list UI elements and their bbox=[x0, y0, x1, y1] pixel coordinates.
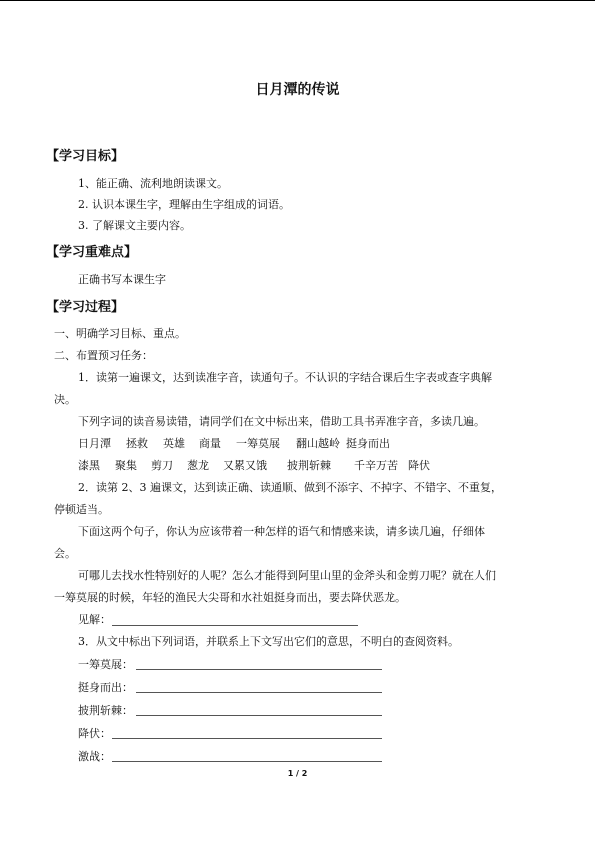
page-top-border bbox=[0, 0, 595, 1]
quote-line-2: 一筹莫展的时候，年轻的渔民大尖哥和水社姐挺身而出，要去降伏恶龙。 bbox=[54, 591, 406, 604]
word: 披荆斩棘 bbox=[287, 459, 331, 472]
task2-line-2: 停顿适当。 bbox=[54, 503, 109, 516]
fill-label: 降伏： bbox=[78, 727, 111, 740]
task2-note-line-2: 会。 bbox=[54, 547, 76, 560]
goal-item-2: 2. 认识本课生字，理解由生字组成的词语。 bbox=[78, 198, 290, 211]
section-heading-key-points: 【学习重难点】 bbox=[46, 245, 138, 260]
word: 又累又饿 bbox=[223, 459, 267, 472]
process-step-2: 二、布置预习任务： bbox=[54, 349, 153, 362]
task2-note-line-1: 下面这两个句子，你认为应该带着一种怎样的语气和情感来读，请多读几遍，仔细体 bbox=[78, 525, 485, 538]
answer-line[interactable] bbox=[136, 692, 382, 693]
task3-line: 3．从文中标出下列词语，并联系上下文写出它们的意思，不明白的查阅资料。 bbox=[78, 635, 459, 648]
opinion-label: 见解： bbox=[78, 613, 111, 626]
fill-label: 一筹莫展： bbox=[78, 658, 133, 671]
word: 翻山越岭 bbox=[296, 437, 340, 450]
word: 漆黑 bbox=[78, 459, 100, 472]
word: 英雄 bbox=[163, 437, 185, 450]
word: 一筹莫展 bbox=[236, 437, 280, 450]
goal-item-3: 3. 了解课文主要内容。 bbox=[78, 219, 191, 232]
word: 葱龙 bbox=[187, 459, 209, 472]
word: 拯救 bbox=[126, 437, 148, 450]
answer-line[interactable] bbox=[136, 669, 382, 670]
word: 挺身而出 bbox=[346, 437, 390, 450]
answer-line[interactable] bbox=[112, 761, 382, 762]
word: 降伏 bbox=[408, 459, 430, 472]
word: 日月潭 bbox=[78, 437, 111, 450]
fill-label: 激战： bbox=[78, 750, 111, 763]
word: 千辛万苦 bbox=[354, 459, 398, 472]
goal-item-1: 1、能正确、流利地朗读课文。 bbox=[78, 177, 228, 190]
task2-line-1: 2．读第 2、3 遍课文，达到读正确、读通顺、做到不添字、不掉字、不错字、不重复， bbox=[78, 481, 502, 494]
word: 剪刀 bbox=[151, 459, 173, 472]
task1-note: 下列字词的读音易读错，请同学们在文中标出来，借助工具书弄准字音，多读几遍。 bbox=[78, 415, 485, 428]
section-heading-goals: 【学习目标】 bbox=[46, 149, 125, 164]
answer-line[interactable] bbox=[112, 738, 382, 739]
page-number: 1 / 2 bbox=[287, 769, 308, 778]
word: 聚集 bbox=[115, 459, 137, 472]
answer-line[interactable] bbox=[136, 715, 382, 716]
key-points-text: 正确书写本课生字 bbox=[78, 273, 166, 286]
quote-line-1: 可哪儿去找水性特别好的人呢？怎么才能得到阿里山里的金斧头和金剪刀呢？就在人们 bbox=[78, 569, 496, 582]
fill-label: 挺身而出： bbox=[78, 681, 133, 694]
process-step-1: 一、明确学习目标、重点。 bbox=[54, 327, 186, 340]
fill-label: 披荆斩棘： bbox=[78, 704, 133, 717]
word: 商量 bbox=[199, 437, 221, 450]
task1-line-1: 1．读第一遍课文，达到读准字音，读通句子。不认识的字结合课后生字表或查字典解 bbox=[78, 371, 492, 384]
section-heading-process: 【学习过程】 bbox=[46, 300, 125, 315]
document-title: 日月潭的传说 bbox=[255, 82, 340, 98]
task1-line-2: 决。 bbox=[54, 393, 76, 406]
opinion-answer-line[interactable] bbox=[112, 625, 358, 626]
